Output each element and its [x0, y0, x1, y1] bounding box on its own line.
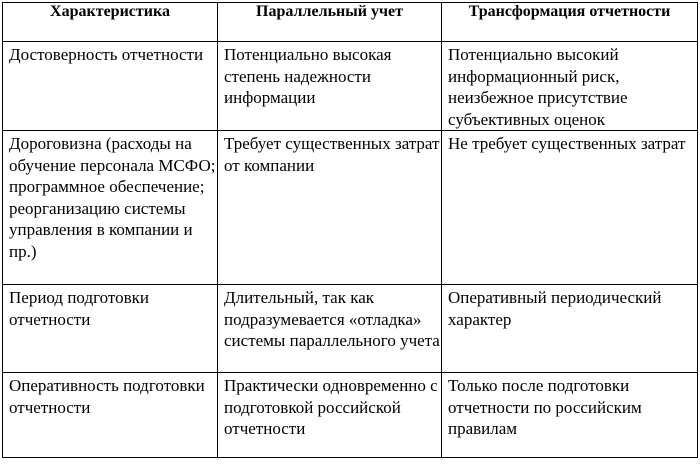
cell-text: Достоверность отчетности [9, 45, 204, 64]
cell-text: Требует существенных затрат от компании [224, 134, 440, 175]
cell-text: Оперативность подготовки отчетности [9, 376, 205, 417]
cell-text: Практически одновременно с подготовкой российской отчетности [224, 376, 438, 438]
table-cell [442, 373, 698, 458]
cell-text: Не требует существенных затрат [448, 134, 686, 153]
table-cell [3, 42, 218, 131]
table-row [3, 285, 698, 373]
comparison-table [2, 2, 698, 458]
table-cell [3, 131, 218, 285]
table-row [3, 42, 698, 131]
table-cell [218, 42, 442, 131]
table-cell [3, 373, 218, 458]
cell-text: Только после подготовки отчетности по российским правилам [448, 376, 642, 438]
header-reporting-transformation: Трансформация отчетности [442, 3, 698, 42]
cell-text: Период подготовки отчетности [9, 288, 150, 329]
cell-text: Потенциально высокая степень надежности информации [224, 45, 392, 107]
table-cell [442, 131, 698, 285]
cell-text: Дороговизна (расходы на обучение персонала МСФО; программное обеспечение; реорганизацию системы управления в компании и пр.) [9, 134, 216, 261]
header-characteristic: Характеристика [3, 3, 218, 42]
cell-text: Оперативный периодический характер [448, 288, 662, 329]
table-row [3, 373, 698, 458]
table-cell [218, 373, 442, 458]
cell-text: Длительный, так как подразумевается «отладка» системы параллельного учета [224, 288, 440, 350]
header-parallel-accounting: Параллельный учет [218, 3, 442, 42]
table-cell [218, 131, 442, 285]
table-cell [442, 285, 698, 373]
table-cell [3, 285, 218, 373]
table-cell [442, 42, 698, 131]
cell-text: Потенциально высокий информационный риск, неизбежное присутствие субъективных оценок [448, 45, 628, 129]
header-row [3, 3, 698, 42]
table-row [3, 131, 698, 285]
table-cell [218, 285, 442, 373]
